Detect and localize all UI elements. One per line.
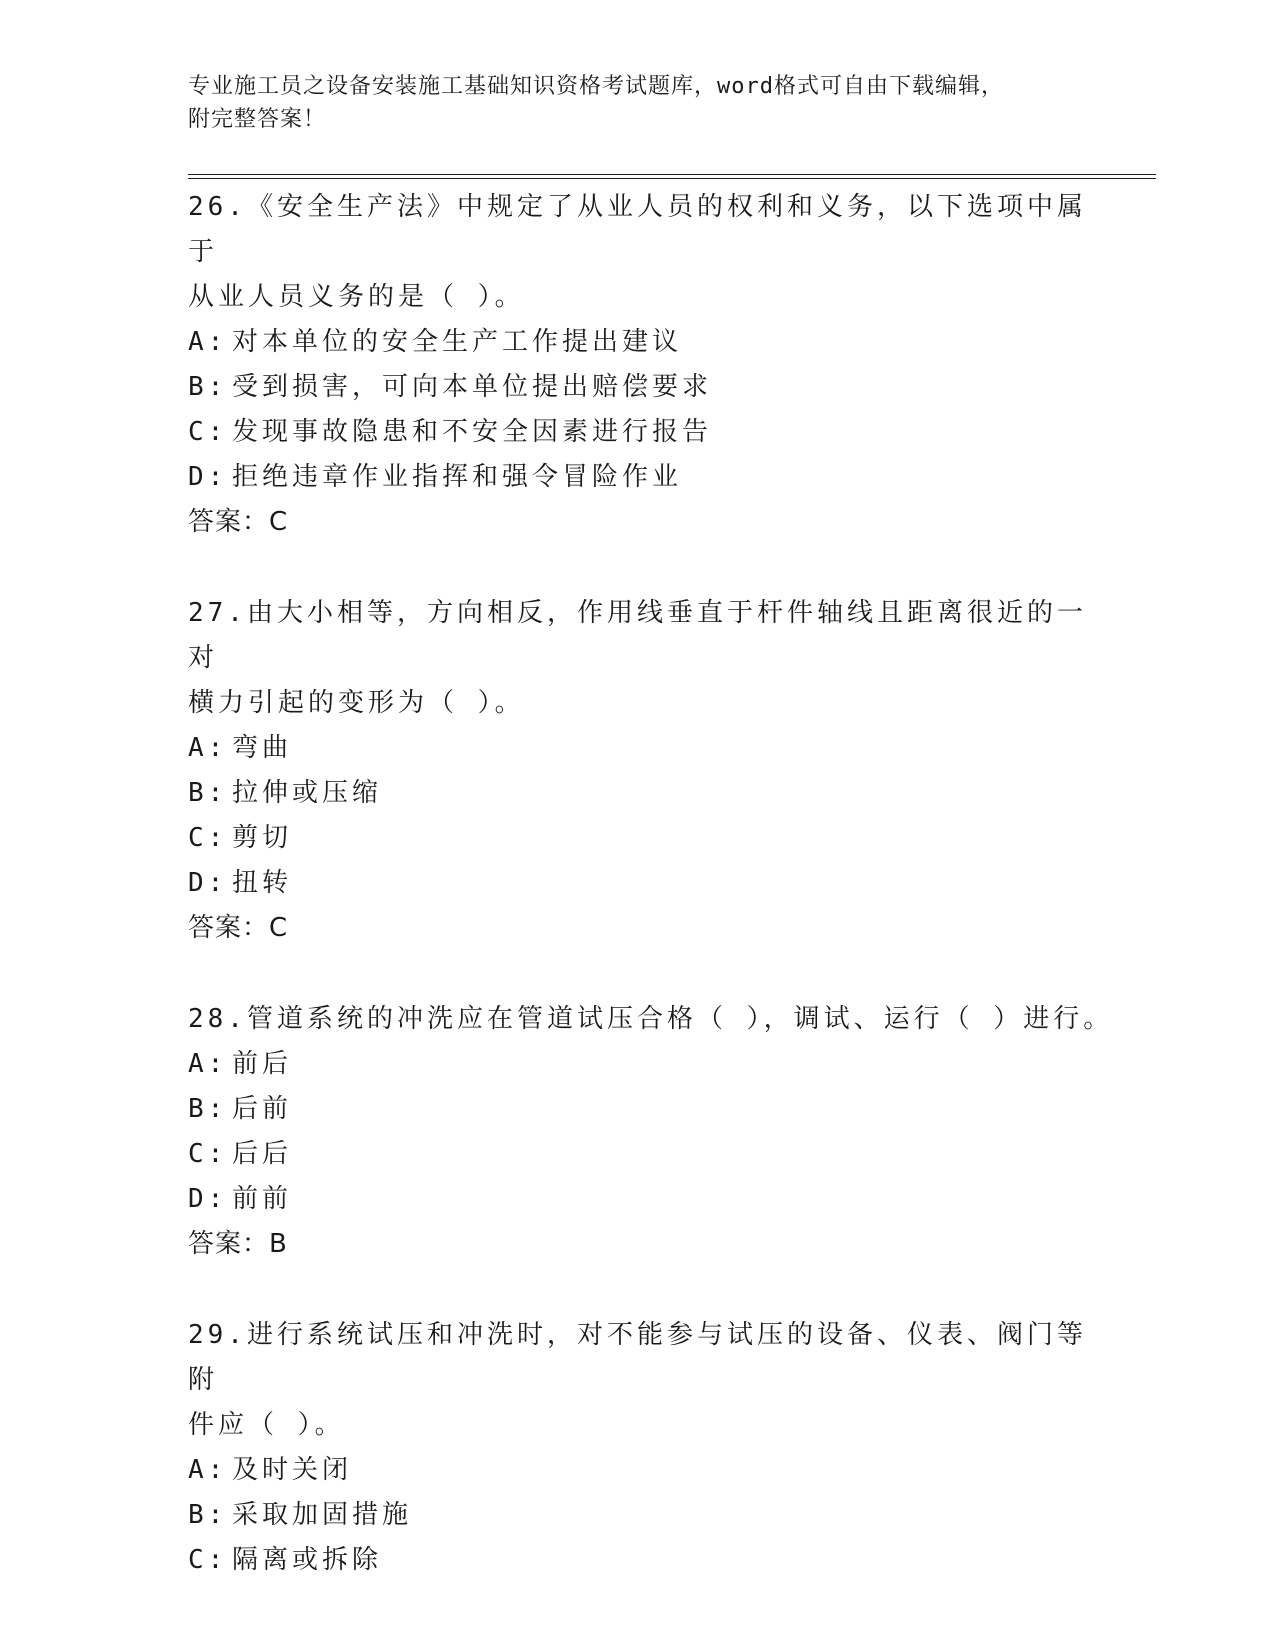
question-28 [188,997,1156,1267]
option-c [188,1538,1156,1583]
option-c [188,1132,1156,1177]
question-27 [188,591,1156,951]
question-stem-line-1: 26.《安全生产法》中规定了从业人员的权利和义务，以下选项中属于 [188,192,1087,267]
option-text: 后前 [232,1094,293,1124]
option-text: 弯曲 [232,733,293,763]
option-d [188,861,1156,906]
option-text: 发现事故隐患和不安全因素进行报告 [232,417,713,447]
option-text: 受到损害，可向本单位提出赔偿要求 [232,372,713,402]
question-stem-line-1: 28.管道系统的冲洗应在管道试压合格（ ），调试、运行（ ）进行。 [188,1004,1114,1034]
question-29 [188,1313,1156,1583]
option-d [188,1177,1156,1222]
question-stem-line-1: 27.由大小相等，方向相反，作用线垂直于杆件轴线且距离很近的一对 [188,598,1087,673]
question-stem [188,997,1114,1042]
option-letter: C: [188,1139,228,1169]
option-letter: B: [188,778,228,808]
question-stem [188,1313,1088,1448]
header-double-rule [188,174,1156,179]
option-c [188,410,1156,455]
option-letter: D: [188,868,228,898]
option-letter: A: [188,327,228,357]
answer-line: 答案：C [188,507,289,537]
question-stem-line-2: 横力引起的变形为（ ）。 [188,688,525,718]
option-a [188,1042,1156,1087]
option-letter: C: [188,417,228,447]
option-letter: A: [188,733,228,763]
document-page [188,70,1156,1629]
option-a [188,726,1156,771]
option-text: 前前 [232,1184,293,1214]
header-line-2: 附完整答案！ [188,107,327,132]
question-26 [188,185,1156,545]
option-text: 及时关闭 [232,1455,353,1485]
option-text: 后后 [232,1139,293,1169]
option-letter: D: [188,1184,228,1214]
option-b [188,1087,1156,1132]
option-b [188,771,1156,816]
option-letter: D: [188,462,228,492]
question-stem [188,185,1088,320]
option-text: 前后 [232,1049,293,1079]
option-text: 剪切 [232,823,293,853]
option-text: 隔离或拆除 [232,1545,383,1575]
question-stem-line-2: 从业人员义务的是（ ）。 [188,282,525,312]
option-letter: C: [188,823,228,853]
option-text: 拉伸或压缩 [232,778,383,808]
option-letter: B: [188,1094,228,1124]
answer-line: 答案：B [188,1229,288,1259]
option-a [188,320,1156,365]
document-header [188,70,1156,136]
question-stem-line-2: 件应（ ）。 [188,1410,345,1440]
option-c [188,816,1156,861]
header-line-1: 专业施工员之设备安装施工基础知识资格考试题库，word格式可自由下载编辑， [188,74,1004,99]
option-text: 对本单位的安全生产工作提出建议 [232,327,683,357]
question-stem-line-1: 29.进行系统试压和冲洗时，对不能参与试压的设备、仪表、阀门等附 [188,1320,1087,1395]
answer-line: 答案：C [188,913,289,943]
option-text: 扭转 [232,868,293,898]
option-d [188,455,1156,500]
option-b [188,365,1156,410]
option-letter: B: [188,372,228,402]
option-letter: B: [188,1500,228,1530]
option-letter: C: [188,1545,228,1575]
option-b [188,1493,1156,1538]
option-text: 采取加固措施 [232,1500,413,1530]
option-letter: A: [188,1049,228,1079]
option-letter: A: [188,1455,228,1485]
question-list [188,185,1156,1583]
option-text: 拒绝违章作业指挥和强令冒险作业 [232,462,683,492]
question-stem [188,591,1088,726]
option-a [188,1448,1156,1493]
